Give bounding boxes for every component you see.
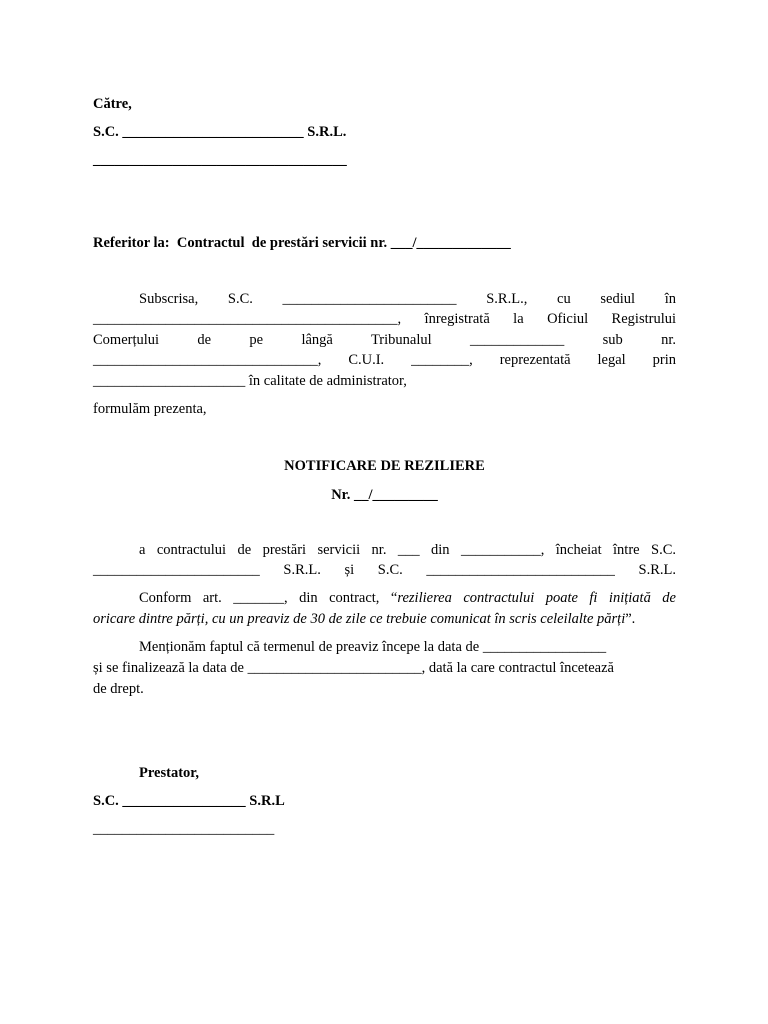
signature-company: S.C. _________________ S.R.L — [93, 793, 285, 809]
recipient-address: ___________________________________ — [93, 152, 347, 168]
mention-line-2: și se finalizează la data de ________________________, dată la care contractul încetează — [93, 660, 614, 676]
document-number: Nr. __/_________ — [331, 487, 438, 503]
contract-line-2: _______________________ S.R.L. și S.C. __________________________ S.R.L. — [93, 562, 676, 578]
intro-line-2: __________________________________________, înregistrată la Oficiul Registrului — [93, 311, 676, 327]
mention-line-1: Menționăm faptul că termenul de preaviz începe la data de _________________ — [139, 639, 607, 655]
intro-line-4: _______________________________, C.U.I. ________, reprezentată legal prin — [93, 352, 676, 368]
intro-line-5: _____________________ în calitate de administrator, — [93, 373, 407, 389]
conform-line-2: oricare dintre părți, cu un preaviz de 30 de zile ce trebuie comunicat în scris celeilalte părți”. — [93, 611, 636, 627]
document-title: NOTIFICARE DE REZILIERE — [284, 458, 485, 474]
intro-line-3: Comerțului de pe lângă Tribunalul _____________ sub nr. — [93, 332, 676, 348]
intro-line-1: Subscrisa, S.C. ________________________ S.R.L., cu sediul în — [139, 291, 676, 307]
signature-line: _________________________ — [93, 821, 275, 837]
signature-role: Prestator, — [139, 765, 199, 781]
conform-line-1: Conform art. _______, din contract, “rezilierea contractului poate fi inițiată de — [139, 590, 676, 606]
reference-line: Referitor la: Contractul de prestări servicii nr. ___/_____________ — [93, 235, 511, 251]
recipient-catre: Către, — [93, 96, 132, 112]
mention-line-3: de drept. — [93, 681, 144, 697]
recipient-company: S.C. _________________________ S.R.L. — [93, 124, 347, 140]
contract-line-1: a contractului de prestări servicii nr. ___ din ___________, încheiat între S.C. — [139, 542, 676, 558]
intro-closing: formulăm prezenta, — [93, 401, 207, 417]
